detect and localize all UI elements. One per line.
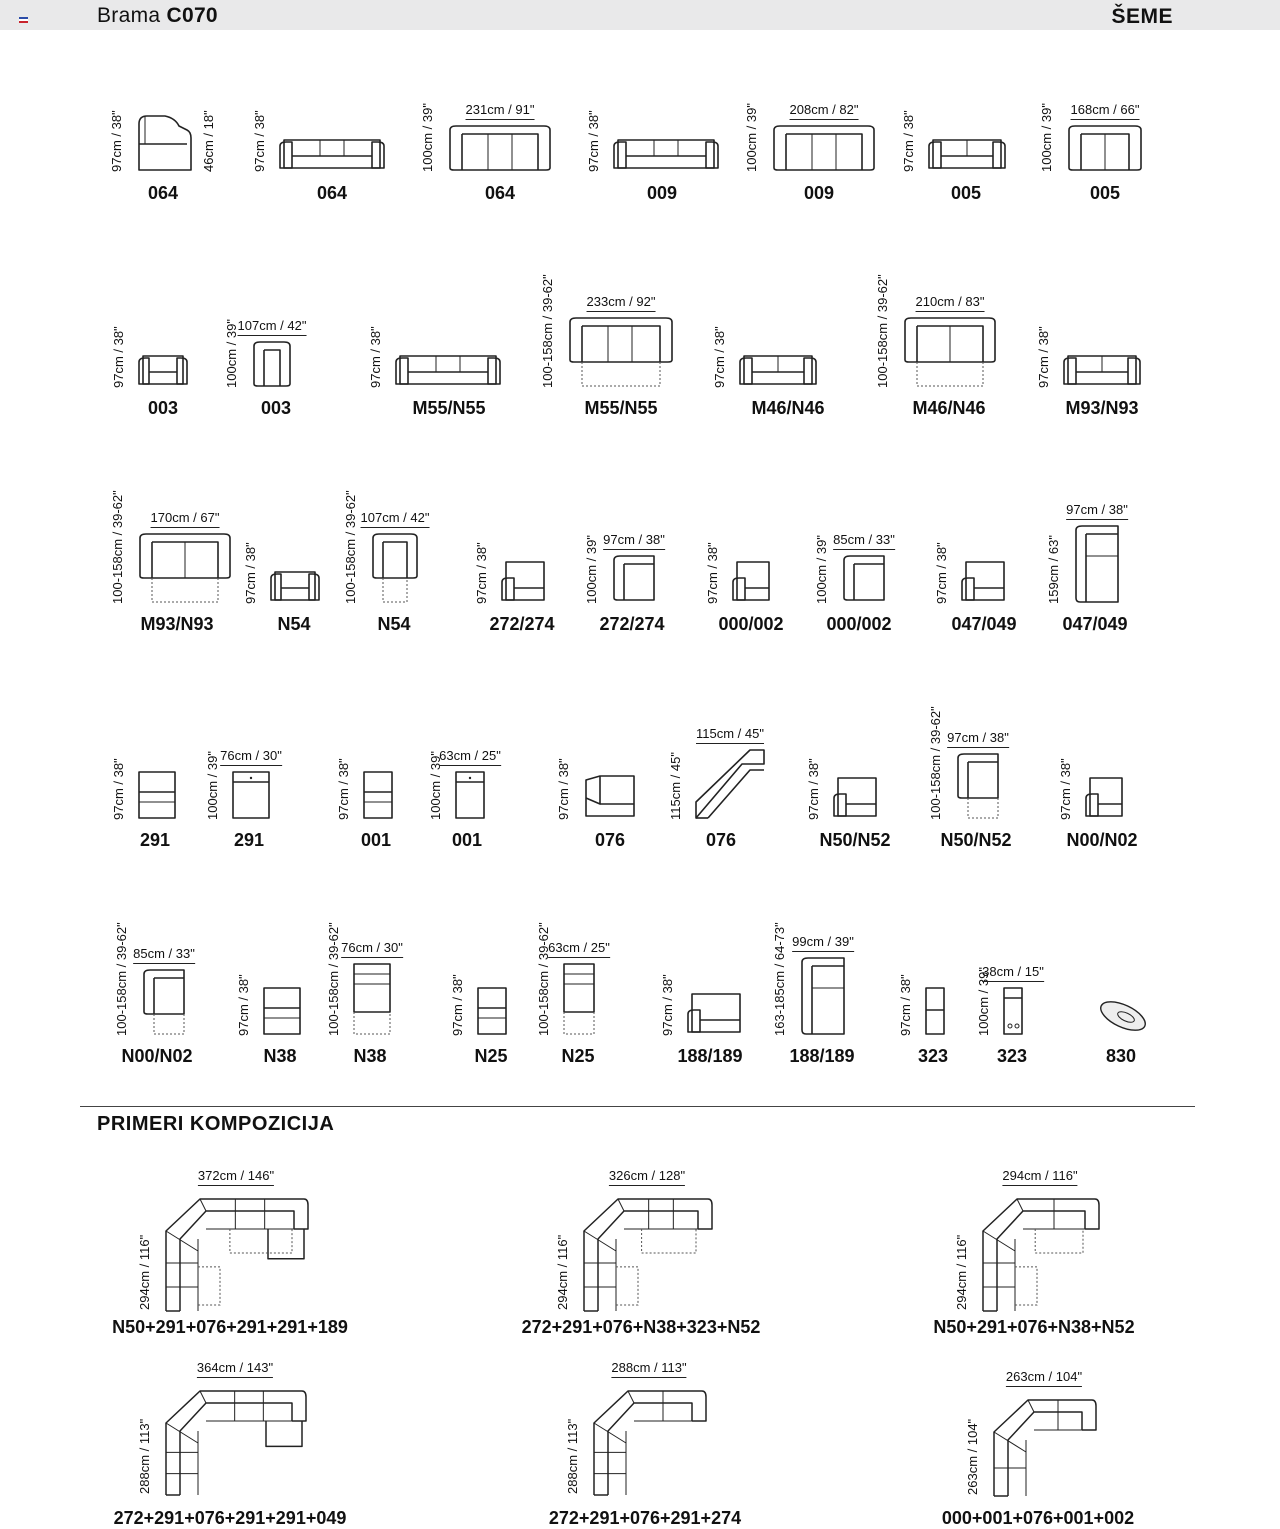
width-dimension: 231cm / 91"	[466, 102, 535, 120]
width-dimension: 107cm / 42"	[238, 318, 307, 336]
composition-drawing	[583, 1194, 713, 1312]
product-title	[97, 4, 218, 28]
height-dimension: 100-158cm / 39-62"	[540, 274, 555, 388]
height-dimension: 100cm / 39"	[428, 751, 443, 820]
height-dimension: 97cm / 38"	[109, 110, 124, 172]
height-dimension: 100-158cm / 39-62"	[114, 922, 129, 1036]
module-drawing	[1002, 986, 1024, 1036]
module-drawing	[1065, 124, 1145, 172]
composition-depth: 294cm / 116"	[954, 1234, 969, 1310]
module-code: N25	[474, 1046, 508, 1066]
section-divider	[80, 1106, 1195, 1107]
width-dimension: 99cm / 39"	[792, 934, 854, 952]
height-dimension: 97cm / 38"	[243, 542, 258, 604]
composition-drawing	[993, 1395, 1097, 1497]
height-dimension: 97cm / 38"	[1058, 758, 1073, 820]
width-dimension: 97cm / 38"	[947, 730, 1009, 748]
module-code: N50/N52	[940, 830, 1012, 850]
module-drawing	[1062, 344, 1142, 388]
height-dimension: 100-158cm / 39-62"	[875, 274, 890, 388]
height-dimension: 97cm / 38"	[236, 974, 251, 1036]
height-dimension: 97cm / 38"	[705, 542, 720, 604]
width-dimension: 115cm / 45"	[696, 726, 764, 744]
module-drawing	[369, 532, 421, 604]
section-title: ŠEME	[1111, 5, 1173, 28]
height-dimension: 97cm / 38"	[252, 110, 267, 172]
module-drawing	[362, 770, 394, 820]
composition-depth: 294cm / 116"	[137, 1234, 152, 1310]
height-dimension: 97cm / 38"	[111, 326, 126, 388]
composition-width: 372cm / 146"	[198, 1168, 274, 1186]
module-drawing	[840, 554, 888, 604]
composition-width: 288cm / 113"	[611, 1360, 686, 1378]
module-drawing	[738, 344, 818, 388]
module-drawing	[731, 558, 773, 604]
height-dimension: 97cm / 38"	[336, 758, 351, 820]
module-code: 005	[950, 183, 982, 203]
module-code: 323	[917, 1046, 949, 1066]
module-code: 272/274	[489, 614, 555, 634]
brand-name: Brama	[97, 4, 161, 27]
module-drawing	[262, 986, 302, 1036]
module-drawing	[269, 560, 321, 604]
composition-depth: 288cm / 113"	[137, 1418, 152, 1494]
module-code: 076	[594, 830, 626, 850]
height-dimension: 115cm / 45"	[668, 752, 683, 820]
page-header	[0, 0, 1280, 30]
composition-depth: 288cm / 113"	[565, 1418, 580, 1494]
module-drawing	[612, 128, 720, 172]
composition-width: 263cm / 104"	[1006, 1369, 1082, 1387]
module-drawing	[476, 986, 508, 1036]
composition-width: 294cm / 116"	[1002, 1168, 1077, 1186]
width-dimension: 208cm / 82"	[790, 102, 859, 120]
module-code: 047/049	[1062, 614, 1128, 634]
module-code: 064	[316, 183, 348, 203]
module-drawing	[832, 774, 880, 820]
height-dimension: 97cm / 38"	[660, 974, 675, 1036]
composition-depth: 263cm / 104"	[965, 1418, 980, 1495]
module-code: 000/002	[826, 614, 892, 634]
module-code: N54	[277, 614, 311, 634]
composition-code: 000+001+076+001+002	[941, 1508, 1135, 1528]
height-dimension: 97cm / 38"	[712, 326, 727, 388]
height-dimension: 159cm / 63"	[1046, 535, 1061, 604]
module-code: 291	[233, 830, 265, 850]
height-dimension: 100-158cm / 39-62"	[343, 490, 358, 604]
module-code: N38	[353, 1046, 387, 1066]
module-code: N00/N02	[121, 1046, 193, 1066]
module-drawing	[137, 344, 189, 388]
module-code: M93/N93	[140, 614, 214, 634]
module-code: M55/N55	[584, 398, 658, 418]
composition-code: 272+291+076+291+274	[548, 1508, 742, 1528]
height-dimension: 100cm / 39"	[420, 103, 435, 172]
height-dimension: 97cm / 38"	[806, 758, 821, 820]
module-code: 003	[147, 398, 179, 418]
height-dimension: 97cm / 38"	[898, 974, 913, 1036]
module-drawing	[582, 774, 638, 820]
module-code: 003	[260, 398, 292, 418]
seat-height-dimension: 46cm / 18"	[201, 110, 216, 172]
width-dimension: 210cm / 83"	[916, 294, 985, 312]
width-dimension: 170cm / 67"	[151, 510, 220, 528]
module-drawing	[446, 124, 554, 172]
composition-width: 326cm / 128"	[609, 1168, 685, 1186]
module-code: M46/N46	[912, 398, 986, 418]
module-code: N38	[263, 1046, 297, 1066]
composition-drawing	[165, 1194, 309, 1312]
module-drawing	[140, 968, 188, 1036]
module-code: N25	[561, 1046, 595, 1066]
width-dimension: 85cm / 33"	[133, 946, 195, 964]
height-dimension: 97cm / 38"	[474, 542, 489, 604]
module-code: 064	[147, 183, 179, 203]
flag-icon	[19, 17, 28, 23]
height-dimension: 163-185cm / 64-73"	[772, 922, 787, 1036]
height-dimension: 97cm / 38"	[901, 110, 916, 172]
height-dimension: 100cm / 39"	[1039, 103, 1054, 172]
module-code: 272/274	[599, 614, 665, 634]
width-dimension: 38cm / 15"	[982, 964, 1044, 982]
height-dimension: 100cm / 39"	[584, 535, 599, 604]
module-drawing	[1096, 996, 1150, 1036]
module-drawing	[686, 990, 744, 1036]
width-dimension: 76cm / 30"	[341, 940, 403, 958]
composition-code: N50+291+076+291+291+189	[112, 1317, 348, 1337]
module-drawing	[924, 986, 946, 1036]
module-code: M93/N93	[1065, 398, 1139, 418]
module-drawing	[454, 770, 486, 820]
width-dimension: 233cm / 92"	[587, 294, 656, 312]
module-code: 291	[139, 830, 171, 850]
module-code: N54	[377, 614, 411, 634]
composition-width: 364cm / 143"	[197, 1360, 273, 1378]
width-dimension: 63cm / 25"	[439, 748, 501, 766]
module-code: 001	[451, 830, 483, 850]
module-drawing	[1084, 774, 1126, 820]
module-drawing	[250, 340, 294, 388]
height-dimension: 97cm / 38"	[450, 974, 465, 1036]
composition-code: 272+291+076+291+291+049	[113, 1508, 347, 1528]
module-code: 188/189	[677, 1046, 743, 1066]
module-drawing	[798, 956, 848, 1036]
module-code: 000/002	[718, 614, 784, 634]
module-drawing	[1072, 524, 1122, 604]
height-dimension: 97cm / 38"	[368, 326, 383, 388]
module-drawing	[770, 124, 878, 172]
module-code: M55/N55	[412, 398, 486, 418]
height-dimension: 100cm / 39"	[814, 535, 829, 604]
module-drawing	[278, 128, 386, 172]
module-drawing	[562, 962, 596, 1036]
module-drawing	[927, 128, 1007, 172]
model-name: C070	[166, 4, 218, 27]
module-drawing	[901, 316, 999, 388]
module-code: 001	[360, 830, 392, 850]
module-code: N50/N52	[819, 830, 891, 850]
module-drawing	[566, 316, 676, 388]
module-drawing	[394, 344, 502, 388]
width-dimension: 97cm / 38"	[603, 532, 665, 550]
height-dimension: 97cm / 38"	[556, 758, 571, 820]
module-drawing	[610, 554, 658, 604]
module-drawing	[960, 558, 1008, 604]
module-code: 009	[646, 183, 678, 203]
module-drawing	[954, 752, 1002, 820]
height-dimension: 97cm / 38"	[586, 110, 601, 172]
module-drawing	[135, 112, 195, 172]
module-drawing	[231, 770, 271, 820]
width-dimension: 97cm / 38"	[1066, 502, 1128, 520]
width-dimension: 168cm / 66"	[1071, 102, 1140, 120]
composition-depth: 294cm / 116"	[555, 1234, 570, 1310]
module-code: 830	[1105, 1046, 1137, 1066]
height-dimension: 100-158cm / 39-62"	[928, 706, 943, 820]
module-code: 005	[1089, 183, 1121, 203]
module-code: M46/N46	[751, 398, 825, 418]
compositions-heading: PRIMERI KOMPOZICIJA	[97, 1113, 335, 1135]
module-drawing	[694, 748, 766, 820]
width-dimension: 63cm / 25"	[548, 940, 610, 958]
height-dimension: 100cm / 39"	[744, 103, 759, 172]
height-dimension: 100-158cm / 39-62"	[110, 490, 125, 604]
height-dimension: 100cm / 39"	[976, 967, 991, 1036]
height-dimension: 100cm / 39"	[224, 319, 239, 388]
module-code: 064	[484, 183, 516, 203]
module-code: 188/189	[789, 1046, 855, 1066]
module-code: 323	[996, 1046, 1028, 1066]
composition-code: 272+291+076+N38+323+N52	[521, 1317, 761, 1337]
height-dimension: 100-158cm / 39-62"	[536, 922, 551, 1036]
module-drawing	[136, 532, 234, 604]
module-code: 076	[705, 830, 737, 850]
height-dimension: 97cm / 38"	[934, 542, 949, 604]
module-drawing	[137, 770, 177, 820]
module-code: 009	[803, 183, 835, 203]
width-dimension: 85cm / 33"	[833, 532, 895, 550]
module-drawing	[352, 962, 392, 1036]
height-dimension: 100cm / 39"	[205, 751, 220, 820]
width-dimension: 107cm / 42"	[361, 510, 430, 528]
height-dimension: 97cm / 38"	[111, 758, 126, 820]
composition-code: N50+291+076+N38+N52	[933, 1317, 1135, 1337]
module-code: N00/N02	[1066, 830, 1138, 850]
composition-drawing	[982, 1194, 1100, 1312]
composition-drawing	[165, 1386, 307, 1496]
height-dimension: 97cm / 38"	[1036, 326, 1051, 388]
module-drawing	[500, 558, 548, 604]
composition-drawing	[593, 1386, 707, 1496]
module-code: 047/049	[951, 614, 1017, 634]
height-dimension: 100-158cm / 39-62"	[326, 922, 341, 1036]
width-dimension: 76cm / 30"	[220, 748, 282, 766]
